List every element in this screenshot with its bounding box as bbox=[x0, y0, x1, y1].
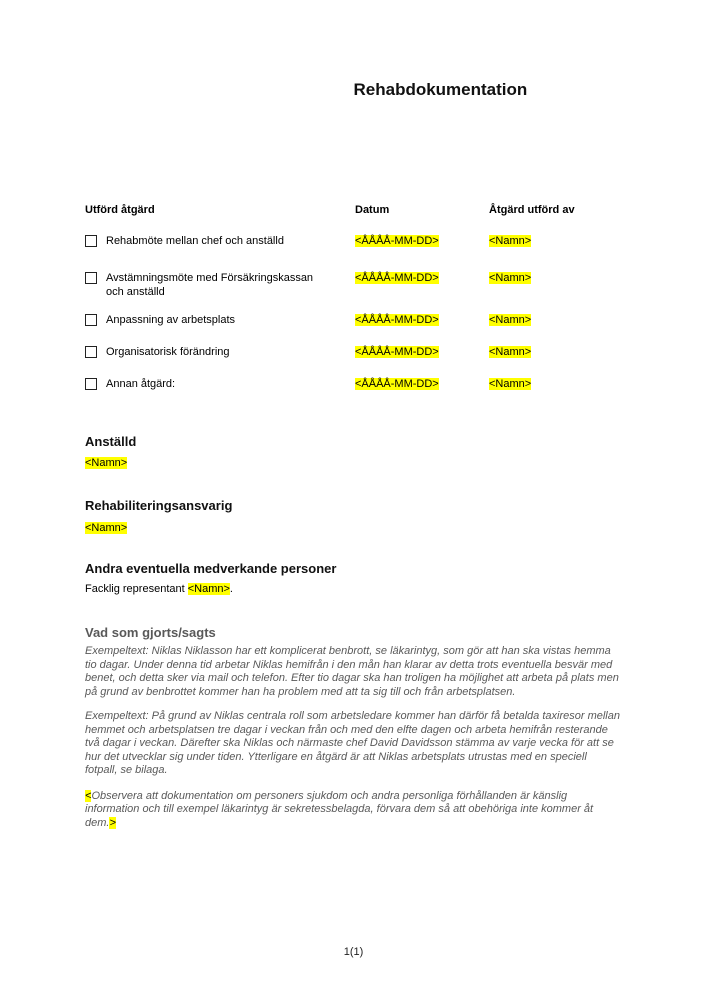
table-row bbox=[85, 377, 622, 391]
date-placeholder-field[interactable]: <ÅÅÅÅ-MM-DD> bbox=[355, 346, 439, 358]
column-header-action: Utförd åtgärd bbox=[85, 204, 155, 216]
column-header-date: Datum bbox=[355, 204, 390, 216]
document-title-text: Rehabdokumentation bbox=[353, 80, 528, 99]
checkbox[interactable] bbox=[85, 235, 97, 247]
table-row bbox=[85, 313, 622, 327]
name-placeholder-field[interactable]: <Namn> bbox=[489, 346, 532, 358]
rehab-manager-name-placeholder-field[interactable]: <Namn> bbox=[85, 522, 128, 534]
action-label: Anpassning av arbetsplats bbox=[106, 314, 236, 326]
example-paragraph-2: Exempeltext: På grund av Niklas centrala roll som arbetsledare kommer han därför få betalda taxiresor mellan hemmet och arbetsplatsen tre dagar i veckan från och med den elfte dagen och arbeta hemifrån resterande två dagar i veckan. Därefter ska Niklas och närmaste chef David Davidsson stämma av varje vecka för att se hur det utvecklar sig under tiden. Ytterligare en åtgärd är att Niklas arbetsplats utrustas med en speciell fotpall, se bilaga. bbox=[85, 710, 620, 776]
section-heading-anstalld: Anställd bbox=[85, 434, 137, 449]
note-body-text: Observera att dokumentation om personers sjukdom och andra personliga förhållanden är känslig information och till exempel läkarintyg är sekretessbelagda, förvara dem så att obehöriga inte kommer åt dem. bbox=[85, 789, 594, 829]
document-body bbox=[85, 203, 622, 830]
document-title bbox=[0, 80, 707, 100]
union-representative-label: Facklig representant bbox=[85, 583, 188, 595]
confidentiality-note bbox=[85, 790, 622, 831]
example-paragraph-1: Exempeltext: Niklas Niklasson har ett komplicerat benbrott, se läkarintyg, som gör att han ska vistas hemma tio dagar. Under denna tid arbetar Niklas hemifrån i den mån han klarar av detta trots eventuella besvär med benet, och detta sker via mail och telefon. Efter tio dagar ska han troligen ha möjlighet att arbeta på plats men på grund av benbrottet kommer han ha problem med att ta sig till och från arbetsplatsen. bbox=[85, 645, 619, 698]
date-placeholder-field[interactable]: <ÅÅÅÅ-MM-DD> bbox=[355, 235, 439, 247]
name-placeholder-field[interactable]: <Namn> bbox=[489, 235, 532, 247]
table-row bbox=[85, 271, 622, 299]
section-heading-rehabiliteringsansvarig: Rehabiliteringsansvarig bbox=[85, 498, 233, 513]
column-header-performed-by: Åtgärd utförd av bbox=[489, 204, 575, 216]
page-number: 1(1) bbox=[343, 946, 364, 958]
action-label: Rehabmöte mellan chef och anställd bbox=[106, 235, 284, 247]
checkbox[interactable] bbox=[85, 378, 97, 390]
checkbox[interactable] bbox=[85, 346, 97, 358]
date-placeholder-field[interactable]: <ÅÅÅÅ-MM-DD> bbox=[355, 314, 439, 326]
employee-name-placeholder-field[interactable]: <Namn> bbox=[85, 457, 128, 469]
union-representative-name-placeholder-field[interactable]: <Namn> bbox=[187, 583, 230, 595]
note-open-bracket: < bbox=[85, 789, 92, 802]
checkbox[interactable] bbox=[85, 272, 97, 284]
action-label: Avstämningsmöte med Försäkringskassan och anställd bbox=[106, 272, 314, 298]
date-placeholder-field[interactable]: <ÅÅÅÅ-MM-DD> bbox=[355, 378, 439, 390]
section-heading-medverkande: Andra eventuella medverkande personer bbox=[85, 561, 337, 576]
name-placeholder-field[interactable]: <Namn> bbox=[489, 272, 532, 284]
table-row bbox=[85, 345, 622, 359]
note-close-bracket: > bbox=[109, 816, 116, 829]
name-placeholder-field[interactable]: <Namn> bbox=[489, 314, 532, 326]
action-label: Annan åtgärd: bbox=[106, 378, 176, 390]
union-representative-line bbox=[85, 582, 622, 596]
section-heading-gjorts: Vad som gjorts/sagts bbox=[85, 625, 216, 640]
actions-table-header bbox=[85, 203, 622, 217]
sentence-period: . bbox=[229, 583, 233, 595]
checkbox[interactable] bbox=[85, 314, 97, 326]
table-row bbox=[85, 234, 622, 248]
action-label: Organisatorisk förändring bbox=[106, 346, 230, 358]
name-placeholder-field[interactable]: <Namn> bbox=[489, 378, 532, 390]
date-placeholder-field[interactable]: <ÅÅÅÅ-MM-DD> bbox=[355, 272, 439, 284]
